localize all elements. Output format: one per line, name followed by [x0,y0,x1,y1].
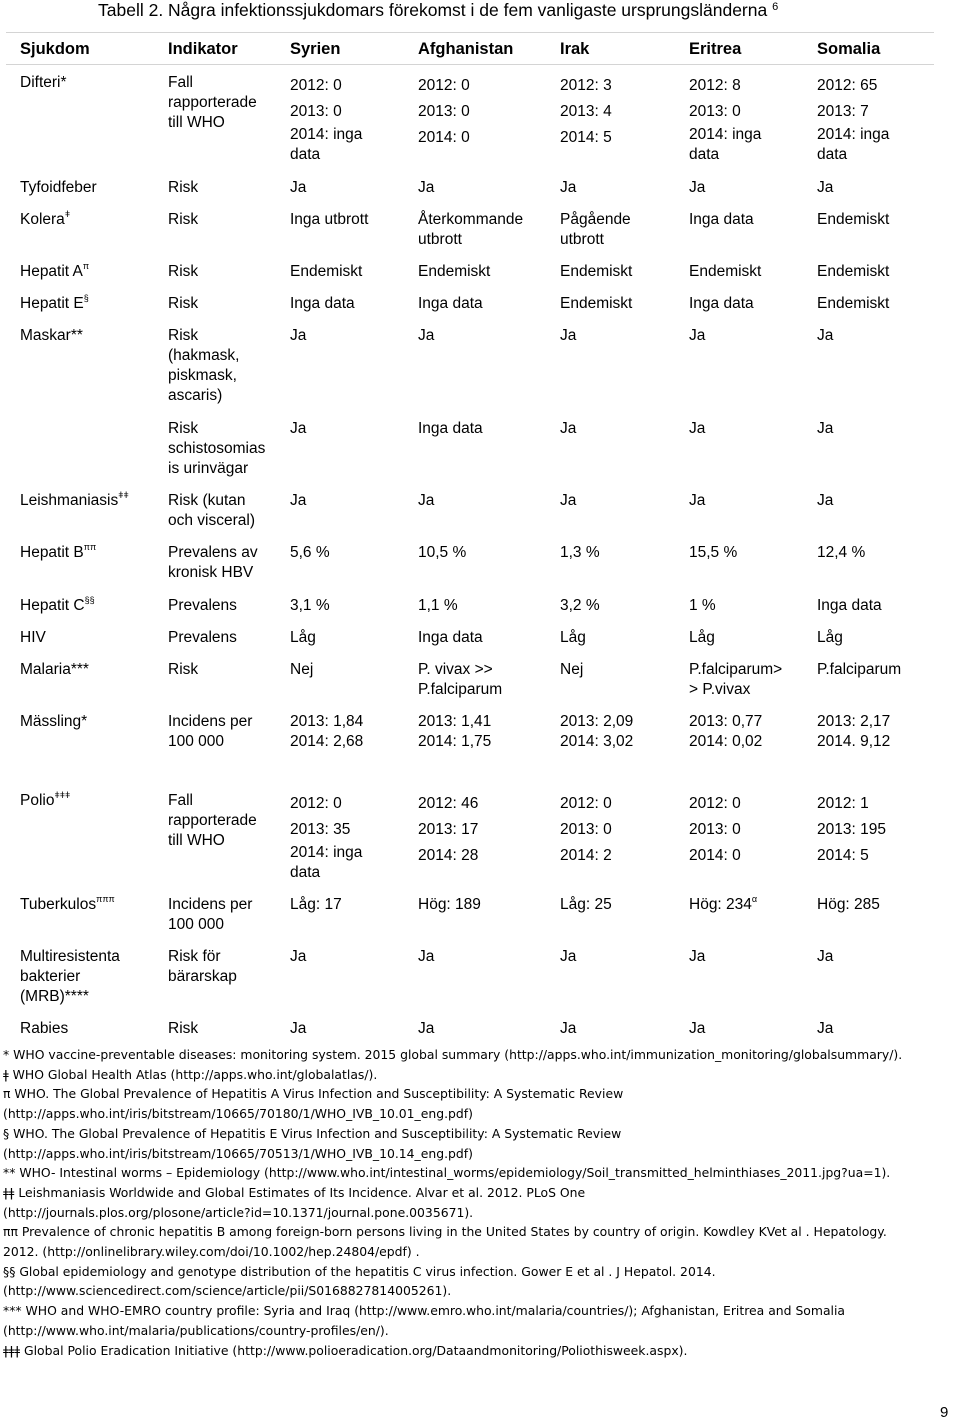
value-cell-somalia: P.falciparum [817,661,902,678]
value-cell-somalia: Inga data [817,597,882,614]
value-cell-eritrea: Inga data [689,211,754,228]
value-cell-irak: Ja [560,327,577,344]
header-syrien: Syrien [290,40,341,58]
value-cell-irak: Nej [560,661,584,678]
value-cell-afghanistan: 2012: 0 2013: 0 2014: 0 [418,77,470,146]
disease-cell: Hepatit E§ [20,293,89,312]
value-cell-irak: Ja [560,492,577,509]
value-cell-eritrea: Låg [689,629,715,646]
indicator-cell: Risk [168,179,199,196]
value-cell-somalia: Endemiskt [817,263,890,280]
footnote-line: ** WHO- Intestinal worms – Epidemiology (http://www.who.int/intestinal_worms/epidemiology/Soil_transmitted_helminthiases_2011.jpg?ua=1). [3,1165,891,1181]
disease-cell: Mässling* [20,713,88,730]
footnote-marker: ππ [83,542,97,552]
value-cell-syrien: Låg [290,629,316,646]
footnote-line: ǂǂ Leishmaniasis Worldwide and Global Estimates of Its Incidence. Alvar et al. 2012. PLoS One [3,1184,586,1200]
value-cell-eritrea: Inga data [689,295,754,312]
value-cell-irak: 2012: 3 2013: 4 2014: 5 [560,77,612,146]
disease-cell: Hepatit $A^\pi$ [20,261,90,280]
title-reference: 6 [772,1,779,13]
indicator-cell: Risk [168,263,199,280]
value-cell-somalia: Ja [817,420,834,437]
indicator-cell: Risk (kutan och visceral) [168,492,255,529]
value-cell-syrien: Ja [290,420,307,437]
footnote-marker: α [751,894,758,904]
disease-cell: Tyfoidfeber [20,179,97,196]
header-sjukdom: Sjukdom [20,40,90,58]
value-cell-irak: 1,3 % [560,544,600,561]
value-cell-afghanistan: Ja [418,1020,435,1037]
footnote-marker: §§ [84,595,95,605]
value-cell-afghanistan: 2012: 46 2013: 17 2014: 28 [418,795,479,864]
value-cell-eritrea: Ja [689,179,706,196]
header-somalia: Somalia [817,40,881,58]
value-cell-syrien: 5,6 % [290,544,330,561]
disease-cell: Maskar** [20,327,83,344]
value-cell-somalia: Ja [817,492,834,509]
footnote-line: * WHO vaccine-preventable diseases: monitoring system. 2015 global summary (http://apps.who.int/immunization_monitoring/globalsummary/). [3,1047,903,1062]
value-cell-afghanistan: Ja [418,948,435,965]
footnote-line: (http://apps.who.int/iris/bitstream/10665/70180/1/WHO_IVB_10.01_eng.pdf) [3,1106,473,1122]
value-cell-eritrea: Hög: $234^\alpha$ [689,894,758,913]
value-cell-afghanistan: Inga data [418,420,483,437]
indicator-cell: Risk [168,295,199,312]
value-cell-irak: 3,2 % [560,597,600,614]
disease-cell: Polio$^{ǂǂǂ}$ [20,790,71,809]
value-cell-syrien: Nej [290,661,314,678]
value-cell-afghanistan: Ja [418,179,435,196]
value-cell-afghanistan: Hög: 189 [418,896,481,913]
value-cell-syrien: Ja [290,492,307,509]
value-cell-eritrea: 1 % [689,597,716,614]
indicator-cell: Fall rapporterade till WHO [168,74,257,131]
value-cell-somalia: Ja [817,179,834,196]
footnote-line: (http://www.sciencedirect.com/science/article/pii/S0168827814005261). [3,1283,452,1299]
value-cell-irak: Ja [560,1020,577,1037]
footnote-marker: ǂ [64,209,71,219]
value-cell-syrien: Ja [290,1020,307,1037]
disease-cell: Malaria*** [20,661,89,678]
value-cell-somalia: Ja [817,1020,834,1037]
header-bottom-rule [6,64,934,65]
indicator-cell: Risk [168,211,199,228]
footnote-line: (http://apps.who.int/iris/bitstream/10665/70513/1/WHO_IVB_10.14_eng.pdf) [3,1145,473,1161]
footnote-line: ǂǂǂ Global Polio Eradication Initiative (http://www.polioeradication.org/Dataandmonitoring/Poliothisweek.aspx). [3,1342,688,1358]
disease-cell: Multiresistenta bakterier (MRB)**** [20,948,120,1005]
value-cell-irak: Ja [560,948,577,965]
disease-cell: Kolera$^ǂ$ [20,209,71,228]
footnote-line: π WHO. The Global Prevalence of Hepatitis A Virus Infection and Susceptibility: A Systematic Review [3,1086,624,1102]
value-cell-eritrea: Ja [689,948,706,965]
disease-cell: Rabies [20,1020,69,1037]
value-cell-irak: Låg [560,629,586,646]
disease-cell: Leishmaniasis$^{ǂǂ}$ [20,490,129,509]
value-cell-eritrea: 2013: 0,77 2014: 0,02 [689,713,763,750]
value-cell-afghanistan: 1,1 % [418,597,458,614]
indicator-cell: Risk för bärarskap [168,948,237,985]
indicator-cell: Fall rapporterade till WHO [168,792,257,849]
footnote-line: (http://journals.plos.org/plosone/article?id=10.1371/journal.pone.0035671). [3,1204,474,1220]
footnote-line: §§ Global epidemiology and genotype distribution of the hepatitis C virus infection. Gower E et al . J Hepatol. 2014. [3,1263,716,1279]
footnote-line: (http://www.who.int/malaria/publications/country-profiles/en/). [3,1322,389,1338]
value-cell-irak: Endemiskt [560,263,633,280]
value-cell-eritrea: P.falciparum> > P.vivax [689,661,783,698]
footnote-marker: ǂǂ [118,490,129,500]
value-cell-syrien: 2012: 0 2013: 35 2014: inga data [290,795,363,881]
table-title: Tabell 2. Några infektionssjukdomars förekomst i de fem vanligaste ursprungsländerna $^6$ [98,0,779,20]
value-cell-somalia: 12,4 % [817,544,866,561]
footnote-line: 2012. (http://onlinelibrary.wiley.com/doi/10.1002/hep.24804/epdf) . [3,1244,420,1259]
value-cell-irak: 2013: 2,09 2014: 3,02 [560,713,634,750]
value-cell-somalia: 2012: 1 2013: 195 2014: 5 [817,795,886,864]
header-irak: Irak [560,40,590,58]
indicator-cell: Risk [168,661,199,678]
header-afghanistan: Afghanistan [418,40,514,58]
value-cell-irak: Pågående utbrott [560,211,631,248]
value-cell-syrien: Endemiskt [290,263,363,280]
value-cell-somalia: Endemiskt [817,295,890,312]
footnote-line: ππ Prevalence of chronic hepatitis B among foreign-born persons living in the United States by country of origin. Kowdley KVet al . Hepatology. [3,1224,887,1240]
value-cell-irak: Endemiskt [560,295,633,312]
value-cell-afghanistan: Ja [418,327,435,344]
value-cell-afghanistan: Ja [418,492,435,509]
footnote-marker: πππ [96,894,115,904]
value-cell-syrien: Låg: 17 [290,896,342,913]
value-cell-afghanistan: Inga data [418,295,483,312]
value-cell-eritrea: Ja [689,420,706,437]
disease-cell: Hepatit C§§ [20,595,95,614]
indicator-cell: Risk (hakmask, piskmask, ascaris) [168,327,240,404]
footnote-marker: ǂǂǂ [54,790,71,800]
indicator-cell: Incidens per 100 000 [168,896,253,933]
value-cell-irak: Ja [560,420,577,437]
value-cell-eritrea: Ja [689,492,706,509]
value-cell-afghanistan: Endemiskt [418,263,491,280]
value-cell-eritrea: Ja [689,327,706,344]
value-cell-somalia: Hög: 285 [817,896,880,913]
value-cell-syrien: Inga data [290,295,355,312]
indicator-cell: Incidens per 100 000 [168,713,253,750]
value-cell-irak: Ja [560,179,577,196]
value-cell-somalia: Ja [817,327,834,344]
value-cell-syrien: Inga utbrott [290,211,369,228]
value-cell-syrien: Ja [290,327,307,344]
page-number: 9 [940,1404,949,1421]
value-cell-afghanistan: Återkommande utbrott [418,211,524,248]
value-cell-syrien: Ja [290,179,307,196]
value-cell-somalia: Endemiskt [817,211,890,228]
value-cell-afghanistan: Inga data [418,629,483,646]
value-cell-irak: 2012: 0 2013: 0 2014: 2 [560,795,612,864]
disease-cell: Tuberkulos$^{\pi\pi\pi}$ [20,894,115,913]
header-indikator: Indikator [168,40,238,58]
value-cell-eritrea: 2012: 0 2013: 0 2014: 0 [689,795,741,864]
value-cell-eritrea: 15,5 % [689,544,738,561]
header-eritrea: Eritrea [689,40,742,58]
value-cell-syrien: 2013: 1,84 2014: 2,68 [290,713,364,750]
indicator-cell: Risk schistosomias is urinvägar [168,420,266,477]
header-top-rule [6,32,934,33]
disease-cell: HIV [20,629,46,646]
footnote-line: ǂ WHO Global Health Atlas (http://apps.who.int/globalatlas/). [3,1066,378,1082]
indicator-cell: Risk [168,1020,199,1037]
disease-cell: Hepatit $B^{\pi\pi}$ [20,542,97,561]
value-cell-afghanistan: P. vivax >> P.falciparum [418,661,503,698]
indicator-cell: Prevalens [168,629,237,646]
value-cell-eritrea: Ja [689,1020,706,1037]
value-cell-eritrea: 2012: 8 2013: 0 2014: inga data [689,77,762,163]
footnote-line: § WHO. The Global Prevalence of Hepatitis E Virus Infection and Susceptibility: A Systematic Review [3,1125,622,1141]
value-cell-somalia: Låg [817,629,843,646]
disease-cell: Difteri* [20,74,67,91]
footnote-line: *** WHO and WHO-EMRO country profile: Syria and Iraq (http://www.emro.who.int/malaria/countries/); Afghanistan, Eritrea and Somalia [3,1303,846,1319]
value-cell-irak: Låg: 25 [560,896,612,913]
footnote-marker: π [82,261,90,271]
value-cell-somalia: Ja [817,948,834,965]
value-cell-eritrea: Endemiskt [689,263,762,280]
value-cell-afghanistan: 2013: 1,41 2014: 1,75 [418,713,492,750]
footnote-marker: § [83,293,89,303]
value-cell-syrien: 3,1 % [290,597,330,614]
value-cell-somalia: 2012: 65 2013: 7 2014: inga data [817,77,890,163]
indicator-cell: Prevalens av kronisk HBV [168,544,258,581]
value-cell-syrien: 2012: 0 2013: 0 2014: inga data [290,77,363,163]
value-cell-afghanistan: 10,5 % [418,544,467,561]
indicator-cell: Prevalens [168,597,237,614]
value-cell-syrien: Ja [290,948,307,965]
value-cell-somalia: 2013: 2,17 2014. 9,12 [817,713,891,750]
